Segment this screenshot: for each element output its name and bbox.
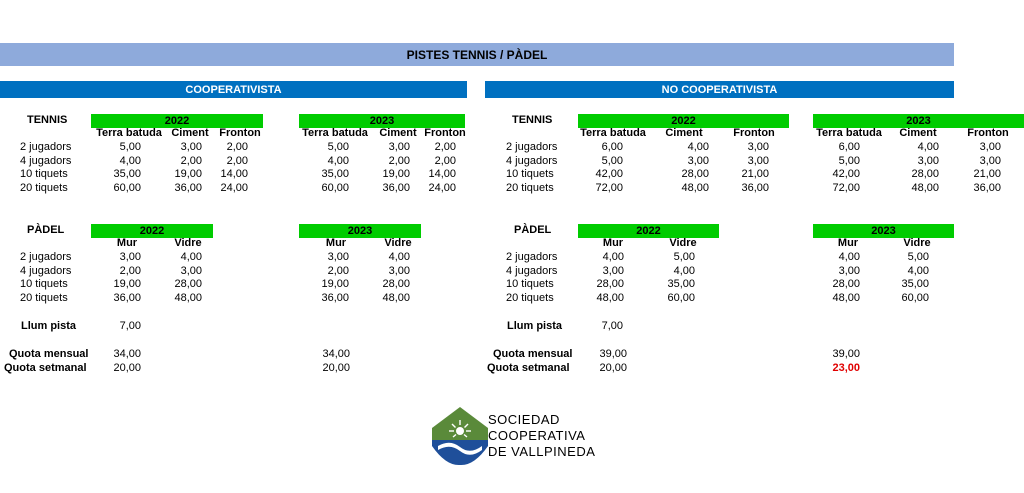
price-cell: 5,00: [673, 251, 695, 263]
price-cell: 4,00: [327, 154, 349, 167]
col-header-terra-batuda: Terra batuda: [816, 127, 882, 139]
price-cell: 4,00: [917, 141, 939, 153]
price-cell: 36,00: [174, 181, 202, 194]
price-cell: 36,00: [741, 181, 769, 194]
price-cell: 2,00: [226, 141, 248, 153]
col-header-ciment: Ciment: [171, 127, 209, 139]
price-cell: 60,00: [901, 291, 929, 304]
price-cell: 4,00: [388, 251, 410, 263]
price-cell: 3,00: [119, 251, 141, 263]
row-label: 20 tiquets: [20, 181, 68, 194]
year-header-y2023: 2023: [299, 224, 421, 238]
price-cell: 4,00: [838, 251, 860, 263]
col-header-vidre: Vidre: [669, 237, 697, 249]
price-cell: 35,00: [667, 278, 695, 290]
logo-text: [488, 412, 595, 460]
price-cell: 3,00: [327, 251, 349, 263]
price-cell: 4,00: [119, 154, 141, 167]
price-cell: 2,00: [434, 141, 456, 153]
price-cell: 3,00: [388, 141, 410, 153]
padel-label: PÀDEL: [27, 224, 65, 236]
price-cell: 5,00: [601, 154, 623, 167]
cooperative-logo-icon: [430, 406, 490, 466]
col-header-terra-batuda: Terra batuda: [580, 127, 646, 139]
price-cell: 4,00: [907, 264, 929, 277]
price-cell: 5,00: [907, 251, 929, 263]
year-header-y2023: 2023: [813, 224, 954, 238]
col-header-fronton: Fronton: [733, 127, 775, 139]
quota-mensual-label: Quota mensual: [9, 348, 89, 360]
price-cell: 60,00: [321, 181, 349, 194]
price-cell: 72,00: [832, 181, 860, 194]
price-cell: 14,00: [428, 168, 456, 180]
price-cell: 36,00: [382, 181, 410, 194]
row-label: 4 jugadors: [506, 154, 558, 167]
price-cell: 21,00: [973, 168, 1001, 180]
col-header-fronton: Fronton: [424, 127, 466, 139]
quota-setmanal-2022: 20,00: [113, 362, 141, 374]
price-cell: 35,00: [113, 168, 141, 180]
price-cell: 42,00: [832, 168, 860, 180]
price-cell: 3,00: [917, 154, 939, 167]
price-cell: 28,00: [382, 278, 410, 290]
year-header-y2022: 2022: [91, 114, 263, 128]
row-label: 20 tiquets: [506, 181, 554, 194]
col-header-vidre: Vidre: [903, 237, 931, 249]
price-cell: 3,00: [180, 141, 202, 153]
row-label: 4 jugadors: [20, 264, 72, 277]
price-cell: 3,00: [747, 141, 769, 153]
quota-setmanal-label: Quota setmanal: [4, 362, 87, 374]
price-cell: 14,00: [220, 168, 248, 180]
page-title: PISTES TENNIS / PÀDEL: [0, 43, 954, 66]
price-cell: 35,00: [321, 168, 349, 180]
price-cell: 48,00: [681, 181, 709, 194]
row-label: 10 tiquets: [20, 168, 68, 180]
year-header-y2023: 2023: [813, 114, 1024, 128]
row-label: 2 jugadors: [506, 141, 558, 153]
col-header-vidre: Vidre: [384, 237, 412, 249]
price-cell: 35,00: [901, 278, 929, 290]
price-cell: 3,00: [388, 264, 410, 277]
price-cell: 28,00: [832, 278, 860, 290]
col-header-terra-batuda: Terra batuda: [96, 127, 162, 139]
tennis-label: TENNIS: [27, 114, 68, 126]
year-header-y2022: 2022: [578, 224, 719, 238]
col-header-mur: Mur: [325, 237, 347, 249]
price-cell: 19,00: [321, 278, 349, 290]
quota-setmanal-2023-nocoop: 23,00: [832, 362, 860, 374]
row-label: 2 jugadors: [506, 251, 558, 263]
price-cell: 28,00: [596, 278, 624, 290]
price-cell: 72,00: [595, 181, 623, 194]
price-cell: 28,00: [911, 168, 939, 180]
col-header-ciment: Ciment: [379, 127, 417, 139]
quota-mensual-2022: 34,00: [113, 348, 141, 360]
price-cell: 19,00: [382, 168, 410, 180]
year-header-y2022: 2022: [91, 224, 213, 238]
price-cell: 36,00: [113, 291, 141, 304]
price-cell: 2,00: [226, 154, 248, 167]
llum-pista-value: 7,00: [119, 320, 141, 332]
price-cell: 48,00: [596, 291, 624, 304]
year-header-y2022: 2022: [578, 114, 789, 128]
col-header-terra-batuda: Terra batuda: [302, 127, 368, 139]
col-header-mur: Mur: [837, 237, 859, 249]
logo-line-2: COOPERATIVA: [488, 428, 586, 443]
col-header-mur: Mur: [602, 237, 624, 249]
price-cell: 24,00: [428, 181, 456, 194]
tennis-label-nocoop: TENNIS: [512, 114, 553, 126]
price-cell: 3,00: [180, 264, 202, 277]
price-cell: 28,00: [681, 168, 709, 180]
price-cell: 3,00: [838, 264, 860, 277]
price-cell: 3,00: [979, 154, 1001, 167]
col-header-fronton: Fronton: [219, 127, 261, 139]
row-label: 10 tiquets: [506, 168, 554, 180]
price-cell: 48,00: [832, 291, 860, 304]
row-label: 10 tiquets: [506, 278, 554, 290]
quota-mensual-2023-nocoop: 39,00: [832, 348, 860, 360]
price-cell: 2,00: [388, 154, 410, 167]
col-header-fronton: Fronton: [967, 127, 1009, 139]
price-cell: 4,00: [673, 264, 695, 277]
price-cell: 3,00: [747, 154, 769, 167]
price-cell: 48,00: [174, 291, 202, 304]
row-label: 4 jugadors: [506, 264, 558, 277]
llum-pista-label: Llum pista: [21, 320, 77, 332]
price-cell: 36,00: [973, 181, 1001, 194]
row-label: 4 jugadors: [20, 154, 72, 167]
logo-line-1: SOCIEDAD: [488, 412, 560, 427]
price-cell: 5,00: [838, 154, 860, 167]
llum-pista-value-nocoop: 7,00: [601, 320, 623, 332]
price-cell: 36,00: [321, 291, 349, 304]
col-header-ciment: Ciment: [665, 127, 703, 139]
price-cell: 2,00: [327, 264, 349, 277]
quota-setmanal-label-nocoop: Quota setmanal: [487, 362, 570, 374]
quota-mensual-2022-nocoop: 39,00: [599, 348, 627, 360]
quota-mensual-2023: 34,00: [322, 348, 350, 360]
section-header-coop: COOPERATIVISTA: [0, 81, 467, 98]
price-cell: 6,00: [601, 141, 623, 153]
col-header-mur: Mur: [116, 237, 138, 249]
price-cell: 24,00: [220, 181, 248, 194]
price-cell: 5,00: [119, 141, 141, 153]
section-header-nocoop: NO COOPERATIVISTA: [485, 81, 954, 98]
price-cell: 2,00: [434, 154, 456, 167]
row-label: 20 tiquets: [506, 291, 554, 304]
price-cell: 3,00: [602, 264, 624, 277]
price-cell: 19,00: [113, 278, 141, 290]
price-cell: 4,00: [180, 251, 202, 263]
price-cell: 19,00: [174, 168, 202, 180]
price-cell: 60,00: [113, 181, 141, 194]
price-cell: 3,00: [687, 154, 709, 167]
row-label: 2 jugadors: [20, 251, 72, 263]
padel-label-nocoop: PÀDEL: [514, 224, 552, 236]
year-header-y2023: 2023: [299, 114, 465, 128]
row-label: 20 tiquets: [20, 291, 68, 304]
price-cell: 4,00: [687, 141, 709, 153]
price-cell: 2,00: [119, 264, 141, 277]
price-cell: 3,00: [979, 141, 1001, 153]
price-cell: 5,00: [327, 141, 349, 153]
price-cell: 48,00: [911, 181, 939, 194]
price-cell: 6,00: [838, 141, 860, 153]
price-cell: 42,00: [595, 168, 623, 180]
llum-pista-label-nocoop: Llum pista: [507, 320, 563, 332]
price-cell: 48,00: [382, 291, 410, 304]
price-cell: 4,00: [602, 251, 624, 263]
quota-setmanal-2023: 20,00: [322, 362, 350, 374]
price-cell: 60,00: [667, 291, 695, 304]
col-header-vidre: Vidre: [174, 237, 202, 249]
price-cell: 21,00: [741, 168, 769, 180]
col-header-ciment: Ciment: [899, 127, 937, 139]
row-label: 10 tiquets: [20, 278, 68, 290]
row-label: 2 jugadors: [20, 141, 72, 153]
price-cell: 28,00: [174, 278, 202, 290]
price-cell: 2,00: [180, 154, 202, 167]
quota-setmanal-2022-nocoop: 20,00: [599, 362, 627, 374]
logo-line-3: DE VALLPINEDA: [488, 444, 596, 459]
quota-mensual-label-nocoop: Quota mensual: [493, 348, 573, 360]
